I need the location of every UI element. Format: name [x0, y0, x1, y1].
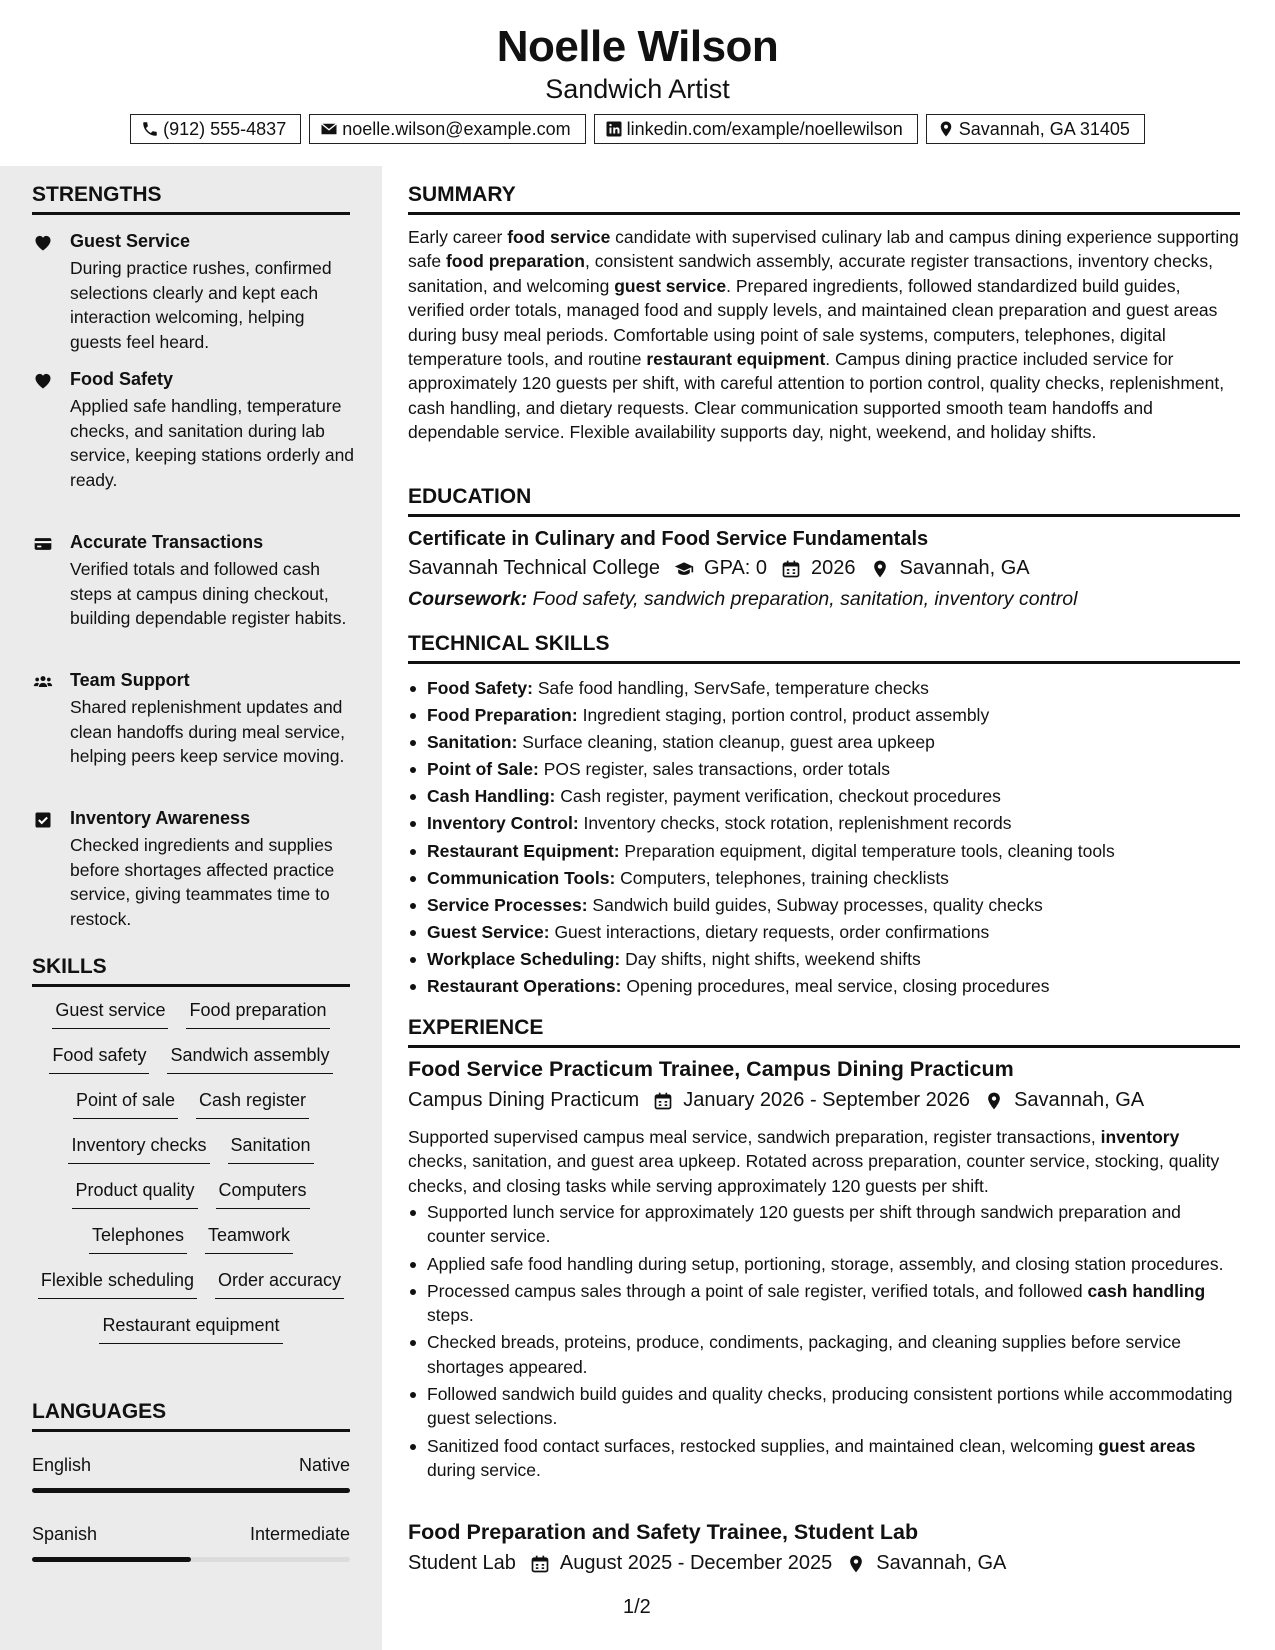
credit-card-icon	[32, 534, 54, 554]
strength-desc: Shared replenishment updates and clean handoffs during meal service, helping peers keep service moving.	[70, 697, 345, 766]
users-icon	[32, 672, 54, 692]
skill-category: Food Preparation:	[427, 705, 578, 726]
list-item	[408, 757, 1240, 784]
strengths-heading: STRENGTHS	[32, 183, 350, 215]
job-location: Savannah, GA	[1014, 1089, 1145, 1111]
skills-list	[32, 1000, 350, 1360]
graduation-year: 2026	[811, 557, 856, 579]
school-location: Savannah, GA	[899, 557, 1030, 579]
skill-tag: Cash register	[196, 1090, 309, 1119]
candidate-title: Sandwich Artist	[545, 74, 730, 104]
page-number: 1/2	[623, 1596, 651, 1618]
skill-category: Inventory Control:	[427, 813, 579, 834]
calendar-icon	[653, 1091, 673, 1111]
desc-part: checks, sanitation, and guest area upkeep. Rotated across preparation, counter service, stocking, quality checks, and closing tasks while serving approximately 120 guests per shift.	[408, 1151, 1220, 1196]
skill-tag: Product quality	[72, 1180, 197, 1209]
bullet-text: Processed campus sales through a point of sale register, verified totals, and followed	[427, 1280, 1088, 1301]
coursework	[408, 588, 1077, 611]
heart-icon	[32, 233, 54, 253]
skill-category: Restaurant Operations:	[427, 976, 622, 997]
summary-keyword: food service	[507, 227, 611, 247]
skill-category: Food Safety:	[427, 678, 533, 698]
list-item	[408, 676, 1240, 703]
summary-part: . Prepared ingredients, followed standardized build guides, verified order totals, managed food and supply levels, and maintained clean preparation and guest areas during busy meal periods. Comfortable using point of sale systems, computers, telephones, digital temperature tools, and routine	[408, 275, 1218, 370]
bullet-text: steps.	[427, 1305, 474, 1326]
phone-text: (912) 555-4837	[163, 118, 287, 139]
list-item	[408, 1252, 1240, 1276]
proficiency-fill	[32, 1488, 350, 1493]
skill-tag: Point of sale	[73, 1090, 178, 1119]
job-title: Food Preparation and Safety Trainee, Student Lab	[408, 1520, 919, 1544]
education-heading: EDUCATION	[408, 485, 1240, 517]
skill-tag: Food preparation	[186, 1000, 329, 1029]
strength-desc: During practice rushes, confirmed selections clearly and kept each interaction welcoming, helping guests feel heard.	[70, 258, 332, 352]
technical-skills-list	[408, 676, 1240, 1001]
skill-tag: Order accuracy	[215, 1270, 344, 1299]
skill-values: Ingredient staging, portion control, product assembly	[582, 705, 990, 726]
strength-title: Accurate Transactions	[70, 532, 264, 552]
skill-values: Sandwich build guides, Subway processes, quality checks	[592, 894, 1043, 915]
list-item	[408, 1279, 1240, 1328]
job-org: Student Lab	[408, 1552, 516, 1574]
skill-category: Workplace Scheduling:	[427, 948, 621, 969]
skill-row	[32, 1090, 350, 1135]
job-description	[408, 1125, 1240, 1198]
summary-part: Early career	[408, 227, 508, 247]
bullet-text: Sanitized food contact surfaces, restocked supplies, and maintained clean, welcoming	[427, 1435, 1099, 1456]
skill-row	[32, 1270, 350, 1315]
language-proficiency-bar	[32, 1488, 350, 1493]
skill-values: Cash register, payment verification, checkout procedures	[560, 786, 1001, 807]
phone-contact[interactable]	[130, 114, 301, 144]
language-name: English	[32, 1455, 92, 1475]
skill-values: Surface cleaning, station cleanup, guest area upkeep	[522, 732, 935, 753]
summary-keyword: restaurant equipment	[646, 349, 826, 370]
linkedin-contact[interactable]	[594, 114, 918, 144]
list-item	[408, 947, 1240, 974]
degree-title: Certificate in Culinary and Food Service Fundamentals	[408, 528, 929, 550]
proficiency-fill	[32, 1557, 191, 1562]
desc-part: Supported supervised campus meal service, sandwich preparation, register transactions,	[408, 1127, 1101, 1147]
strength-desc: Checked ingredients and supplies before shortages affected practice service, giving teammates time to restock.	[70, 835, 335, 929]
skill-tag: Sandwich assembly	[167, 1045, 332, 1074]
calendar-icon	[781, 559, 801, 579]
list-item	[408, 866, 1240, 893]
linkedin-text: linkedin.com/example/noellewilson	[626, 118, 903, 139]
summary-keyword: guest service	[614, 275, 727, 296]
summary-part: candidate with supervised culinary lab and campus dining experience supporting safe	[408, 227, 1239, 272]
skill-values: Computers, telephones, training checklists	[620, 867, 949, 888]
skill-values: Inventory checks, stock rotation, replenishment records	[583, 813, 1012, 834]
bullet-keyword: guest areas	[1098, 1435, 1196, 1456]
job-title: Food Service Practicum Trainee, Campus Dining Practicum	[408, 1057, 1014, 1081]
location-text: Savannah, GA 31405	[958, 118, 1130, 139]
skill-values: POS register, sales transactions, order totals	[543, 759, 890, 780]
calendar-icon	[530, 1554, 550, 1574]
job-meta	[408, 1089, 1144, 1112]
skill-row	[32, 1045, 350, 1090]
job-bullets	[408, 1200, 1240, 1485]
summary-part: , consistent sandwich assembly, accurate register transactions, inventory checks, sanitation, and welcoming	[408, 251, 1213, 296]
strength-desc: Applied safe handling, temperature checks, and sanitation during lab service, keeping stations orderly and ready.	[70, 396, 355, 490]
experience-heading: EXPERIENCE	[408, 1016, 1240, 1048]
phone-icon	[141, 120, 159, 138]
summary-part: . Campus dining practice included service for approximately 120 guests per shift, with careful attention to portion control, quality checks, replenishment, cash handling, and dietary requests. Clear communication supported smooth team handoffs and dependable service. Flexible availability supports day, night, weekend, and holiday shifts.	[408, 349, 1225, 443]
job-org: Campus Dining Practicum	[408, 1089, 640, 1111]
skill-category: Cash Handling:	[427, 786, 556, 807]
job-location: Savannah, GA	[876, 1552, 1007, 1574]
skill-row	[32, 1180, 350, 1225]
skill-tag: Inventory checks	[68, 1135, 209, 1164]
strength-title: Food Safety	[70, 369, 174, 389]
list-item	[408, 811, 1240, 838]
envelope-icon	[320, 120, 338, 138]
list-item	[408, 1382, 1240, 1431]
list-item	[408, 893, 1240, 920]
strength-desc: Verified totals and followed cash steps at campus dining checkout, building dependable register habits.	[70, 559, 347, 628]
list-item	[408, 730, 1240, 757]
location-contact	[926, 114, 1145, 144]
school-name: Savannah Technical College	[408, 557, 661, 579]
skill-tag: Teamwork	[205, 1225, 293, 1254]
skill-tag: Telephones	[89, 1225, 187, 1254]
location-pin-icon	[937, 120, 955, 138]
list-item	[408, 920, 1240, 947]
skill-values: Safe food handling, ServSafe, temperature checks	[537, 678, 929, 698]
skill-category: Point of Sale:	[427, 759, 539, 780]
bullet-text: Checked breads, proteins, produce, condiments, packaging, and cleaning supplies before service shortages appeared.	[427, 1332, 1181, 1377]
list-item	[408, 1434, 1240, 1483]
skill-values: Opening procedures, meal service, closing procedures	[626, 976, 1050, 997]
checkbox-icon	[32, 810, 54, 830]
skill-tag: Flexible scheduling	[38, 1270, 197, 1299]
skill-values: Preparation equipment, digital temperature tools, cleaning tools	[624, 840, 1115, 861]
job-dates: August 2025 - December 2025	[559, 1552, 833, 1574]
list-item	[408, 784, 1240, 811]
skill-values: Day shifts, night shifts, weekend shifts	[625, 948, 921, 969]
summary-heading: SUMMARY	[408, 183, 1240, 215]
bullet-keyword: cash handling	[1087, 1280, 1206, 1301]
skill-category: Communication Tools:	[427, 867, 616, 888]
skill-tag: Restaurant equipment	[99, 1315, 282, 1344]
bullet-text: during service.	[427, 1460, 541, 1481]
skill-row	[32, 1135, 350, 1180]
coursework-label: Coursework:	[408, 588, 528, 610]
list-item	[408, 974, 1240, 1001]
skills-heading: SKILLS	[32, 955, 350, 987]
location-pin-icon	[984, 1091, 1004, 1111]
coursework-list: Food safety, sandwich preparation, sanitation, inventory control	[532, 588, 1078, 610]
skill-tag: Computers	[216, 1180, 310, 1209]
skill-category: Restaurant Equipment:	[427, 840, 620, 861]
technical-skills-heading: TECHNICAL SKILLS	[408, 632, 1240, 664]
email-contact[interactable]	[309, 114, 585, 144]
linkedin-icon	[605, 120, 623, 138]
list-item	[408, 1330, 1240, 1379]
bullet-text: Supported lunch service for approximately 120 guests per shift through sandwich preparation and counter service.	[427, 1202, 1181, 1247]
skill-category: Service Processes:	[427, 894, 588, 915]
skill-values: Guest interactions, dietary requests, order confirmations	[554, 921, 990, 942]
list-item	[408, 703, 1240, 730]
education-meta	[408, 557, 1030, 580]
location-pin-icon	[870, 559, 890, 579]
heart-icon	[32, 371, 54, 391]
languages-heading: LANGUAGES	[32, 1400, 350, 1432]
graduation-cap-icon	[674, 559, 694, 579]
skill-category: Guest Service:	[427, 921, 550, 942]
summary-keyword: food preparation	[445, 251, 585, 272]
skill-row	[32, 1000, 350, 1045]
skill-category: Sanitation:	[427, 732, 518, 753]
email-text: noelle.wilson@example.com	[342, 118, 571, 139]
strength-title: Guest Service	[70, 231, 191, 251]
skill-tag: Sanitation	[228, 1135, 314, 1164]
skill-row	[32, 1315, 350, 1360]
job-dates: January 2026 - September 2026	[683, 1089, 971, 1111]
contact-bar	[0, 114, 1275, 144]
desc-keyword: inventory	[1100, 1127, 1180, 1147]
summary-text	[408, 225, 1240, 445]
strength-title: Inventory Awareness	[70, 808, 251, 828]
language-proficiency-bar	[32, 1557, 350, 1562]
language-level: Native	[298, 1455, 350, 1475]
language-name: Spanish	[32, 1524, 98, 1544]
bullet-text: Applied safe food handling during setup, portioning, storage, assembly, and closing station procedures.	[427, 1253, 1224, 1274]
list-item	[408, 839, 1240, 866]
skill-tag: Guest service	[52, 1000, 168, 1029]
strength-title: Team Support	[70, 670, 190, 690]
bullet-text: Followed sandwich build guides and quality checks, producing consistent portions while accommodating guest selections.	[427, 1384, 1233, 1429]
gpa: GPA: 0	[704, 557, 768, 579]
skill-tag: Food safety	[49, 1045, 149, 1074]
language-level: Intermediate	[249, 1524, 350, 1544]
list-item	[408, 1200, 1240, 1249]
location-pin-icon	[846, 1554, 866, 1574]
job-meta	[408, 1552, 1006, 1575]
candidate-name: Noelle Wilson	[496, 22, 779, 71]
skill-row	[32, 1225, 350, 1270]
